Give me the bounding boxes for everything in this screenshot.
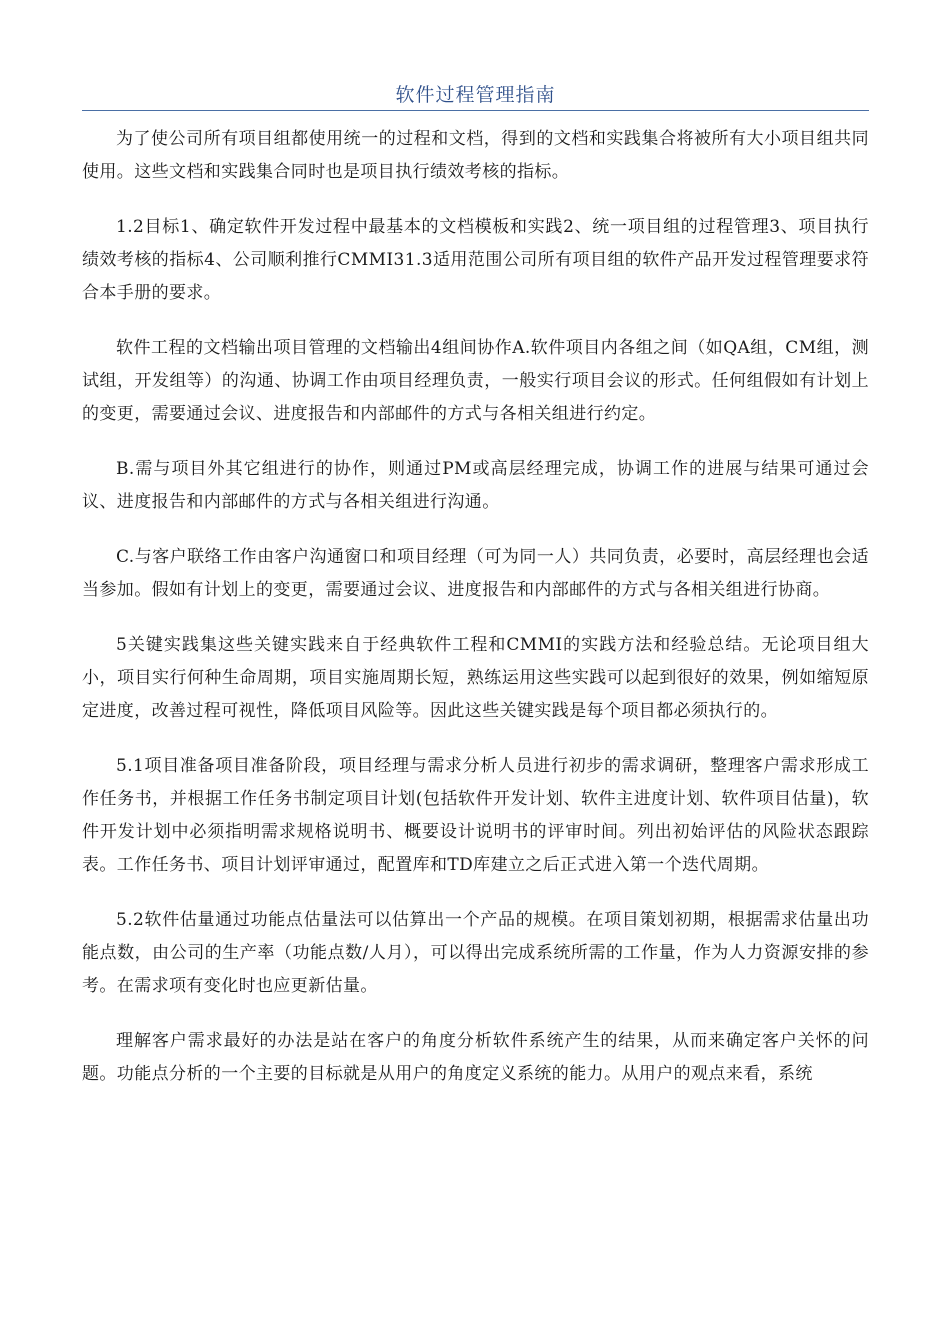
paragraph-software-estimation: 5.2软件估量通过功能点估量法可以估算出一个产品的规模。在项目策划初期，根据需求估量出功能点数，由公司的生产率（功能点数/人月），可以得出完成系统所需的工作量，作为人力资源安排的参考。在需求项有变化时也应更新估量。: [82, 910, 869, 996]
paragraph-intro: 为了使公司所有项目组都使用统一的过程和文档，得到的文档和实践集合将被所有大小项目组共同使用。这些文档和实践集合同时也是项目执行绩效考核的指标。: [82, 129, 869, 182]
page-header: [82, 82, 869, 111]
paragraph-collaboration-b: B.需与项目外其它组进行的协作，则通过PM或高层经理完成，协调工作的进展与结果可通过会议、进度报告和内部邮件的方式与各相关组进行沟通。: [82, 459, 869, 512]
paragraph-goals-scope: 1.2目标1、确定软件开发过程中最基本的文档模板和实践2、统一项目组的过程管理3、项目执行绩效考核的指标4、公司顺利推行CMMI31.3适用范围公司所有项目组的软件产品开发过程管理要求符合本手册的要求。: [82, 217, 869, 303]
page-title: 软件过程管理指南: [395, 84, 556, 106]
paragraph-key-practices: 5关键实践集这些关键实践来自于经典软件工程和CMMI的实践方法和经验总结。无论项目组大小，项目实行何种生命周期，项目实施周期长短，熟练运用这些实践可以起到很好的效果，例如缩短原定进度，改善过程可视性，降低项目风险等。因此这些关键实践是每个项目都必须执行的。: [82, 635, 869, 721]
document-body: [82, 123, 869, 1113]
paragraph-collaboration-a: 软件工程的文档输出项目管理的文档输出4组间协作A.软件项目内各组之间（如QA组，CM组，测试组，开发组等）的沟通、协调工作由项目经理负责，一般实行项目会议的形式。任何组假如有计划上的变更，需要通过会议、进度报告和内部邮件的方式与各相关组进行约定。: [82, 338, 869, 424]
paragraph-customer-requirements: 理解客户需求最好的办法是站在客户的角度分析软件系统产生的结果，从而来确定客户关怀的问题。功能点分析的一个主要的目标就是从用户的角度定义系统的能力。从用户的观点来看，系统: [82, 1031, 869, 1084]
paragraph-project-preparation: 5.1项目准备项目准备阶段，项目经理与需求分析人员进行初步的需求调研，整理客户需求形成工作任务书，并根据工作任务书制定项目计划(包括软件开发计划、软件主进度计划、软件项目估量)，软件开发计划中必须指明需求规格说明书、概要设计说明书的评审时间。列出初始评估的风险状态跟踪表。工作任务书、项目计划评审通过，配置库和TD库建立之后正式进入第一个迭代周期。: [82, 756, 869, 875]
paragraph-collaboration-c: C.与客户联络工作由客户沟通窗口和项目经理（可为同一人）共同负责，必要时，高层经理也会适当参加。假如有计划上的变更，需要通过会议、进度报告和内部邮件的方式与各相关组进行协商。: [82, 547, 869, 600]
